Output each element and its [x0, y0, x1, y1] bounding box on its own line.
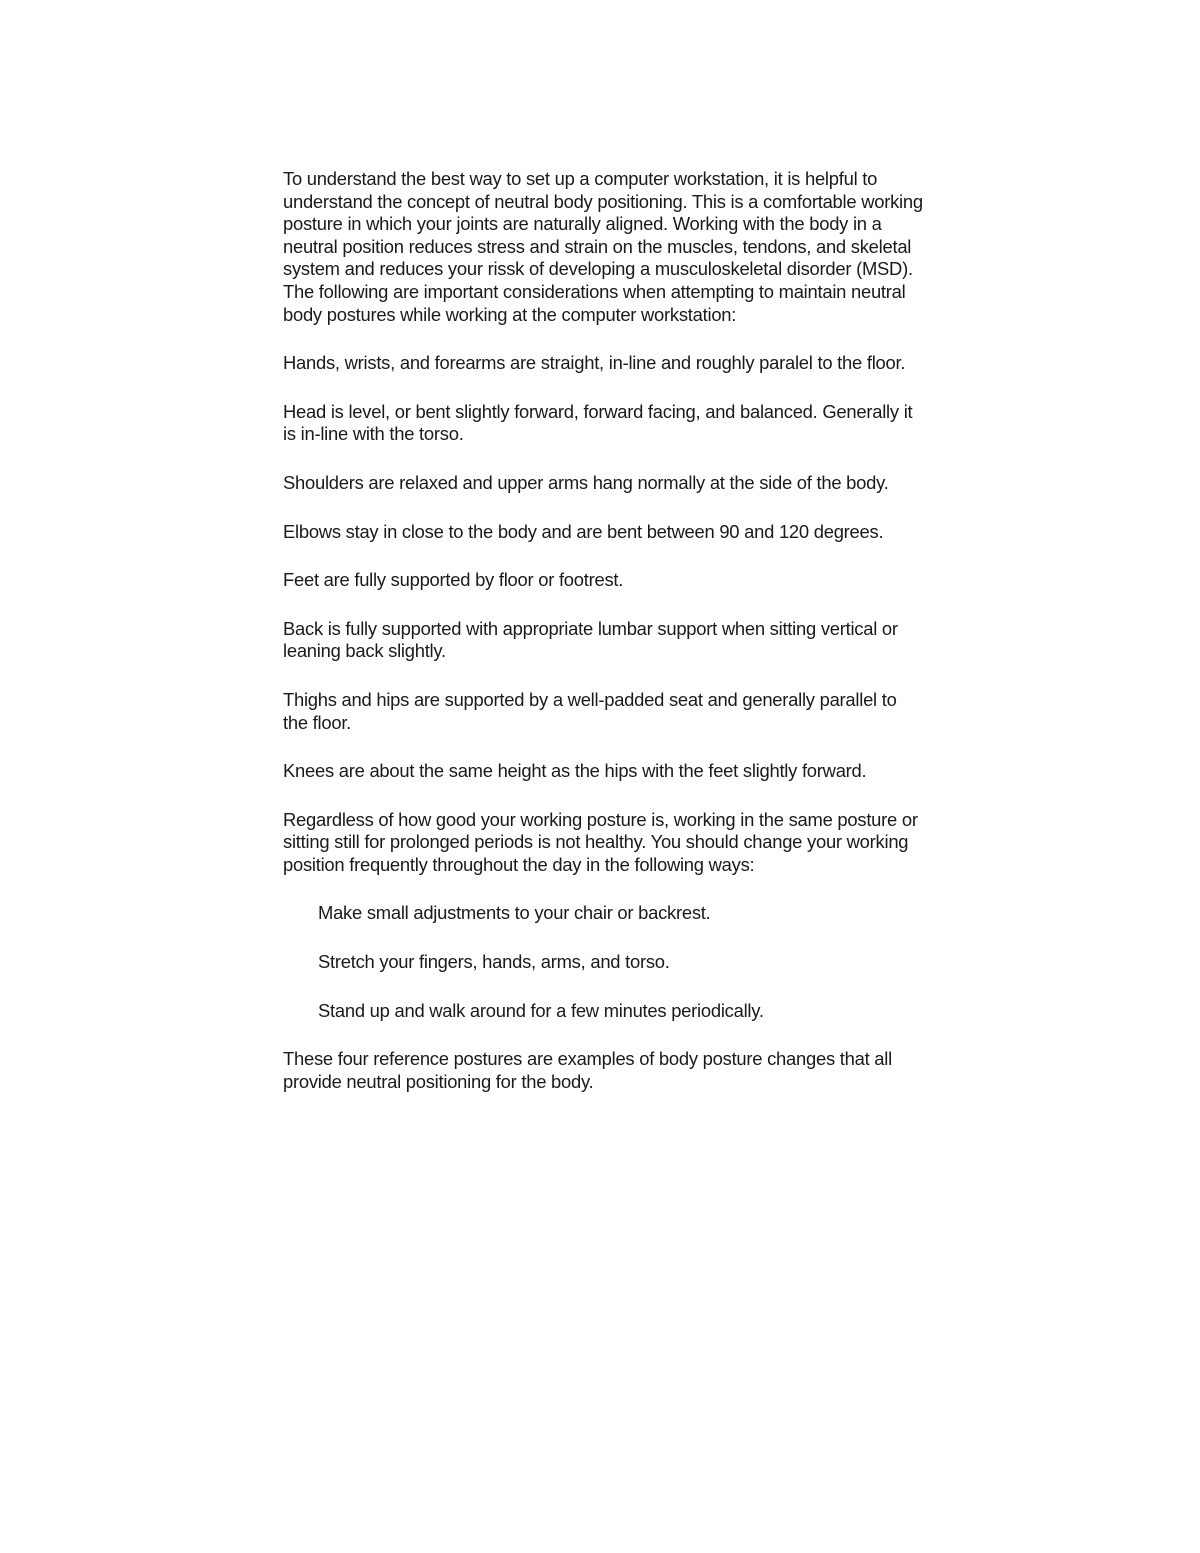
intro-paragraph: To understand the best way to set up a computer workstation, it is helpful to understand the concept of neutral body positioning. This is a comfortable working posture in which your joints are naturally aligned. Working with the body in a neutral position reduces stress and strain on the muscles, tendons, and skeletal system and reduces your rissk of developing a musculoskeletal disorder (MSD). The following are important considerations when attempting to maintain neutral body postures while working at the computer workstation:: [283, 168, 923, 325]
consideration-hands: Hands, wrists, and forearms are straight, in-line and roughly paralel to the floor.: [283, 352, 906, 374]
consideration-thighs: Thighs and hips are supported by a well-padded seat and generally parallel to the floor.: [283, 688, 897, 733]
change-way-stretch: Stretch your fingers, hands, arms, and torso.: [318, 951, 670, 973]
consideration-shoulders: Shoulders are relaxed and upper arms hang normally at the side of the body.: [283, 471, 889, 493]
document-body: [283, 168, 923, 1119]
change-way-adjust: Make small adjustments to your chair or backrest.: [318, 902, 711, 924]
consideration-elbows: Elbows stay in close to the body and are bent between 90 and 120 degrees.: [283, 520, 884, 542]
consideration-back: Back is fully supported with appropriate lumbar support when sitting vertical or leaning back slightly.: [283, 617, 898, 662]
change-intro-paragraph: Regardless of how good your working posture is, working in the same posture or sitting still for prolonged periods is not healthy. You should change your working position frequently throughout the day in the following ways:: [283, 808, 918, 875]
consideration-head: Head is level, or bent slightly forward, forward facing, and balanced. Generally it is in-line with the torso.: [283, 400, 913, 445]
change-way-walk: Stand up and walk around for a few minutes periodically.: [318, 999, 764, 1021]
consideration-feet: Feet are fully supported by floor or footrest.: [283, 569, 624, 591]
consideration-knees: Knees are about the same height as the hips with the feet slightly forward.: [283, 760, 867, 782]
closing-paragraph: These four reference postures are examples of body posture changes that all provide neutral positioning for the body.: [283, 1048, 892, 1092]
